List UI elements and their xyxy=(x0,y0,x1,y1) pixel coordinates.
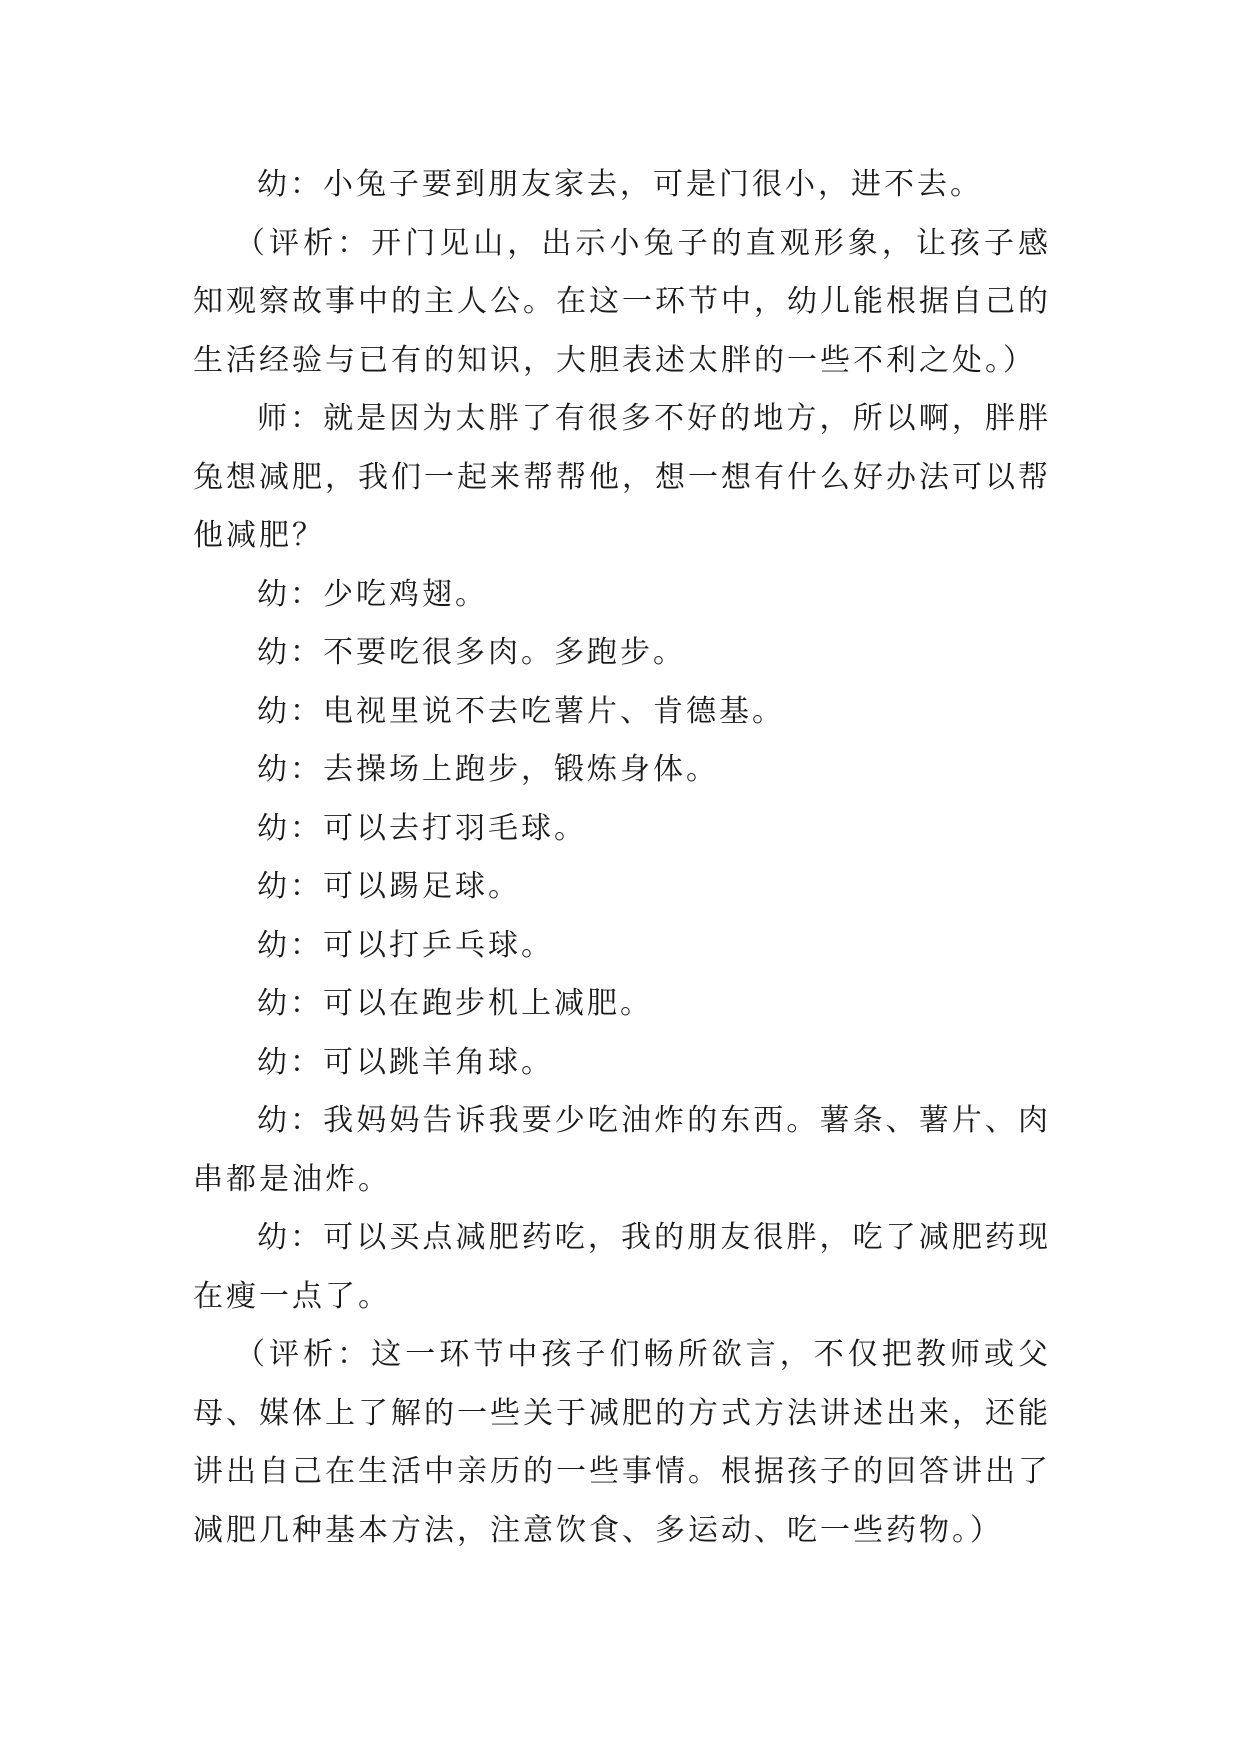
paragraph: 幼：电视里说不去吃薯片、肯德基。 xyxy=(257,693,785,729)
paragraph: 幼：可以踢足球。 xyxy=(257,869,521,904)
comment-paragraph: （评析：开门见山，出示小兔子的直观形象，让孩子感知观察故事中的主人公。在这一环节中，幼儿能根据自己的生活经验与已有的知识，大胆表述太胖的一些不利之处。） xyxy=(193,225,1051,378)
paragraph: 幼：小兔子要到朋友家去，可是门很小，进不去。 xyxy=(257,167,983,202)
document-body xyxy=(193,156,1051,1560)
paragraph: 幼：去操场上跑步，锻炼身体。 xyxy=(257,752,719,787)
paragraph: 幼：可以打乒乓球。 xyxy=(257,927,554,963)
paragraph: 幼：我妈妈告诉我要少吃油炸的东西。薯条、薯片、肉串都是油炸。 xyxy=(193,1103,1051,1197)
paragraph: 幼：少吃鸡翅。 xyxy=(257,576,488,612)
paragraph: 幼：可以去打羽毛球。 xyxy=(257,810,587,846)
paragraph: 幼：可以在跑步机上减肥。 xyxy=(257,986,653,1021)
paragraph: 幼：可以跳羊角球。 xyxy=(257,1044,554,1080)
paragraph: 幼：不要吃很多肉。多跑步。 xyxy=(257,635,686,670)
comment-paragraph: （评析：这一环节中孩子们畅所欲言，不仅把教师或父母、媒体上了解的一些关于减肥的方式方法讲述出来，还能讲出自己在生活中亲历的一些事情。根据孩子的回答讲出了减肥几种基本方法，注意饮食、多运动、吃一些药物。） xyxy=(193,1337,1051,1548)
paragraph: 幼：可以买点减肥药吃，我的朋友很胖，吃了减肥药现在瘦一点了。 xyxy=(193,1220,1051,1314)
paragraph: 师：就是因为太胖了有很多不好的地方，所以啊，胖胖兔想减肥，我们一起来帮帮他，想一想有什么好办法可以帮他减肥？ xyxy=(193,401,1051,553)
